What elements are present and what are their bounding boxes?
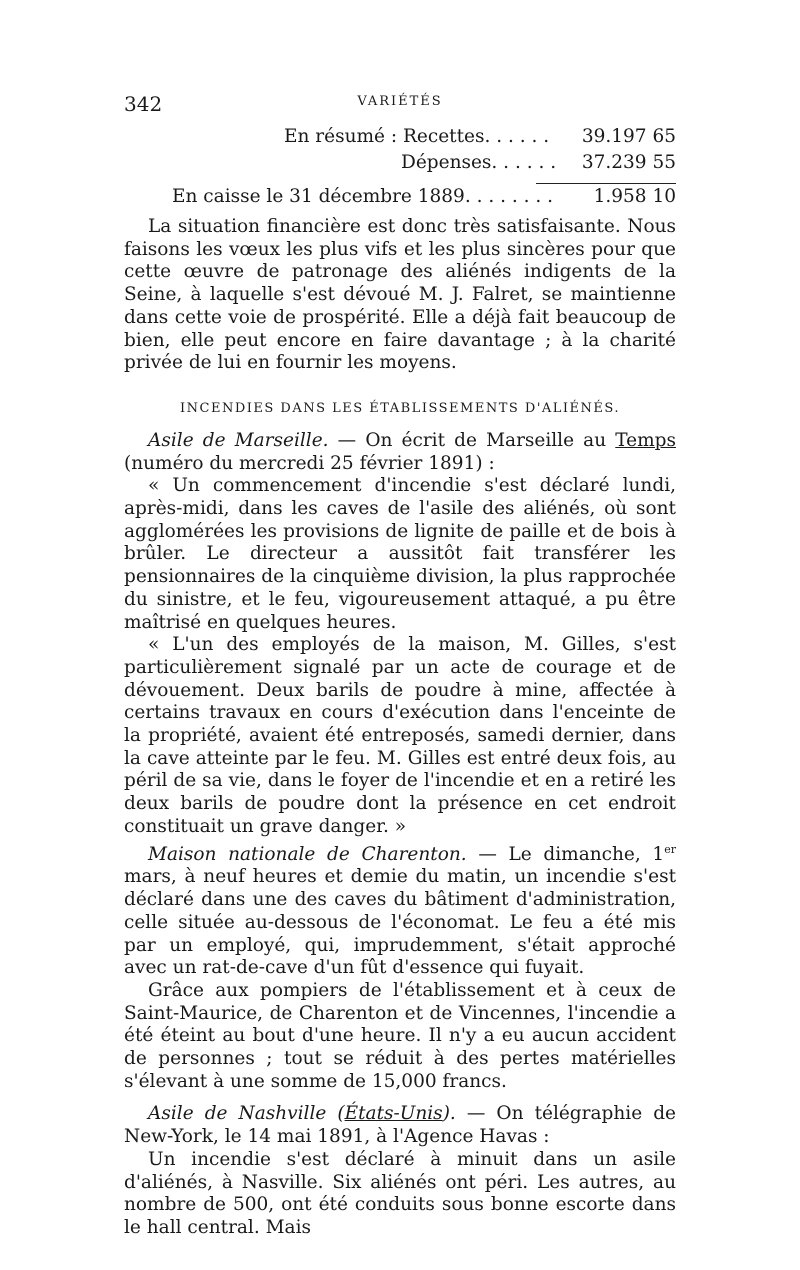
running-head xyxy=(124,92,676,120)
charenton-text-b: mars, à neuf heures et demie du matin, un incendie s'est déclaré dans une des caves du bâtiment d'administration, celle située au-dessous de l'économat. Le feu a été mis par un employé, qui, imprudemment, s'était approché avec un rat-de-cave d'un fût d'essence qui fuyait. xyxy=(124,866,676,979)
accounts-summary xyxy=(124,124,676,210)
charenton-heading: Maison nationale de Charenton. xyxy=(148,843,467,865)
depenses-label: Dépenses. . . . . . xyxy=(401,152,557,173)
charenton-text-a: — Le dimanche, 1 xyxy=(466,843,665,865)
marseille-intro xyxy=(124,430,676,475)
nashville-heading-b: ). xyxy=(442,1103,456,1125)
charenton-paragraph xyxy=(124,839,676,980)
charenton-superscript: er xyxy=(664,842,676,856)
depenses-value: 37.239 55 xyxy=(581,152,676,173)
page-number: 342 xyxy=(124,92,163,116)
total-rule xyxy=(536,183,676,184)
intro-paragraph: La situation financière est donc très satisfaisante. Nous faisons les vœux les plus vifs et les plus sincères pour que cette œuvre de patronage des aliénés indigents de la Seine, à laquelle s'est dévoué M. J. Falret, se maintienne dans cette voie de prospérité. Elle a déjà fait beaucoup de bien, elle peut encore en faire davantage ; à la charité privée de lui en fournir les moyens. xyxy=(124,216,676,374)
newspaper-name: Temps xyxy=(615,429,676,451)
recettes-value: 39.197 65 xyxy=(581,126,676,147)
nashville-paragraph xyxy=(124,1103,676,1148)
nashville-heading-a: Asile de Nashville ( xyxy=(148,1103,345,1125)
marseille-quote-2: « L'un des employés de la maison, M. Gilles, s'est particulièrement signalé par un acte de courage et de dévouement. Deux barils de poudre à mine, affectée à certains travaux en cours d'exécution dans l'enceinte de la propriété, avaient été entreposés, samedi dernier, dans la cave atteinte par le feu. M. Gilles est entré deux fois, au péril de sa vie, dans le foyer de l'incendie et en a retiré les deux barils de poudre dont la présence en cet endroit constituait un grave danger. » xyxy=(124,634,676,837)
marseille-heading: Asile de Marseille. xyxy=(148,429,329,451)
recettes-row xyxy=(124,124,676,150)
caisse-value: 1.958 10 xyxy=(593,186,676,207)
section-title: INCENDIES DANS LES ÉTABLISSEMENTS D'ALIÉNÉS. xyxy=(180,400,620,416)
marseille-intro-b: (numéro du mercredi 25 février 1891) : xyxy=(124,452,495,474)
caisse-row xyxy=(124,184,676,210)
charenton-paragraph-2: Grâce aux pompiers de l'établissement et à ceux de Saint-Maurice, de Charenton et de Vincennes, l'incendie a été éteint au bout d'une heure. Il n'y a eu aucun accident de personnes ; tout se réduit à des pertes matérielles s'élevant à une somme de 15,000 francs. xyxy=(124,979,676,1092)
marseille-intro-a: — On écrit de Marseille au xyxy=(328,429,616,451)
book-page xyxy=(124,92,676,1240)
recettes-label: En résumé : Recettes. . . . . . xyxy=(284,126,550,147)
nashville-country: États-Unis xyxy=(344,1103,443,1125)
caisse-label: En caisse le 31 décembre 1889. . . . . . . . xyxy=(172,186,554,207)
nashville-paragraph-2: Un incendie s'est déclaré à minuit dans un asile d'aliénés, à Nasville. Six aliénés ont péri. Les autres, au nombre de 500, ont été conduits sous bonne escorte dans le hall central. Mais xyxy=(124,1148,676,1238)
nashville-text: — On télégraphie de New-York, le 14 mai 1891, à l'Agence Havas : xyxy=(124,1103,677,1148)
marseille-quote-1: « Un commencement d'incendie s'est déclaré lundi, après-midi, dans les caves de l'asile des aliénés, où sont agglomérées les provisions de lignite de paille et de bois à brûler. Le directeur a aussitôt fait transférer les pensionnaires de la cinquième division, la plus rapprochée du sinistre, et le feu, vigoureusement attaqué, a pu être maîtrisé en quelques heures. xyxy=(124,475,676,633)
depenses-row xyxy=(124,150,676,176)
running-title: VARIÉTÉS xyxy=(357,94,443,109)
